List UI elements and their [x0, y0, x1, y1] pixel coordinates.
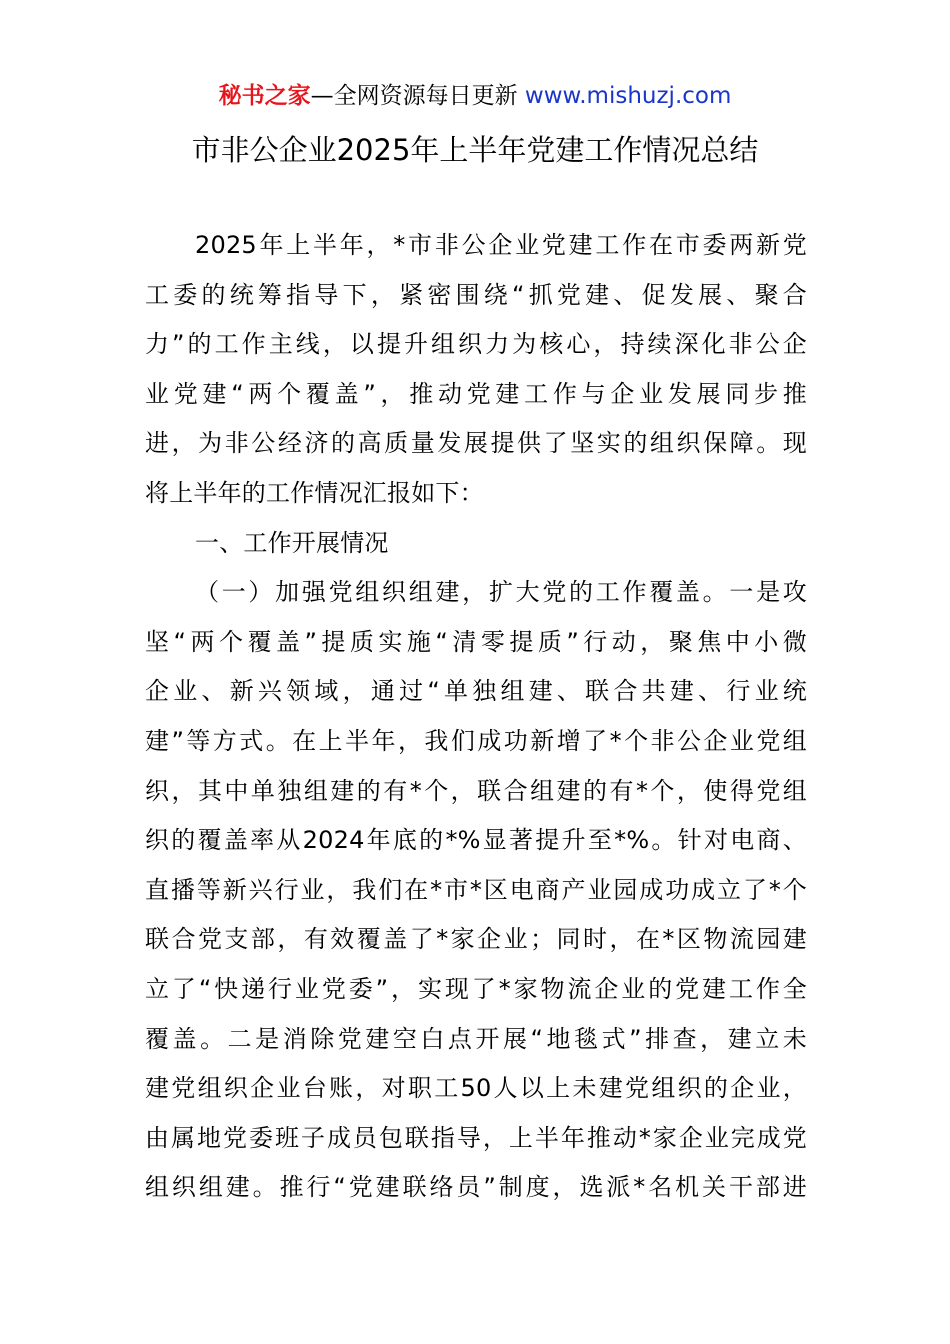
site-header [0, 80, 950, 112]
body-line: 建”等方式。在上半年，我们成功新增了*个非公企业党组 [145, 726, 807, 755]
brand-name: 秘书之家 [218, 83, 311, 109]
body-line: 联合党支部，有效覆盖了*家企业；同时，在*区物流园建 [145, 925, 807, 954]
header-tagline: —全网资源每日更新 [310, 83, 525, 109]
body-line: 业党建“两个覆盖”，推动党建工作与企业发展同步推 [145, 379, 807, 408]
body-line: 直播等新兴行业，我们在*市*区电商产业园成功成立了*个 [145, 875, 807, 904]
body-line: 将上半年的工作情况汇报如下： [145, 478, 484, 507]
site-url-link[interactable]: www.mishuzj.com [524, 83, 732, 109]
body-line: 力”的工作主线，以提升组织力为核心，持续深化非公企 [145, 330, 807, 359]
document-title: 市非公企业2025年上半年党建工作情况总结 [191, 133, 759, 167]
body-line: 2025年上半年，*市非公企业党建工作在市委两新党 [195, 231, 807, 259]
document-body [145, 221, 807, 1213]
section-heading: 一、工作开展情况 [195, 528, 389, 557]
body-line: 组织组建。推行“党建联络员”制度，选派*名机关干部进 [145, 1173, 807, 1202]
body-line: 织，其中单独组建的有*个，联合组建的有*个，使得党组 [145, 776, 807, 805]
body-line: 织的覆盖率从2024年底的*%显著提升至*%。针对电商、 [145, 826, 807, 855]
body-line: （一）加强党组织组建，扩大党的工作覆盖。一是攻 [195, 578, 807, 607]
body-line: 工委的统筹指导下，紧密围绕“抓党建、促发展、聚合 [145, 280, 807, 309]
body-line: 立了“快递行业党委”，实现了*家物流企业的党建工作全 [145, 974, 807, 1003]
body-line: 企业、新兴领域，通过“单独组建、联合共建、行业统 [145, 677, 807, 706]
body-line: 进，为非公经济的高质量发展提供了坚实的组织保障。现 [145, 429, 807, 458]
body-line: 由属地党委班子成员包联指导，上半年推动*家企业完成党 [145, 1123, 807, 1152]
body-line: 覆盖。二是消除党建空白点开展“地毯式”排查，建立未 [145, 1024, 807, 1053]
body-line: 坚“两个覆盖”提质实施“清零提质”行动，聚焦中小微 [145, 627, 807, 656]
body-line: 建党组织企业台账，对职工50人以上未建党组织的企业， [145, 1074, 807, 1103]
